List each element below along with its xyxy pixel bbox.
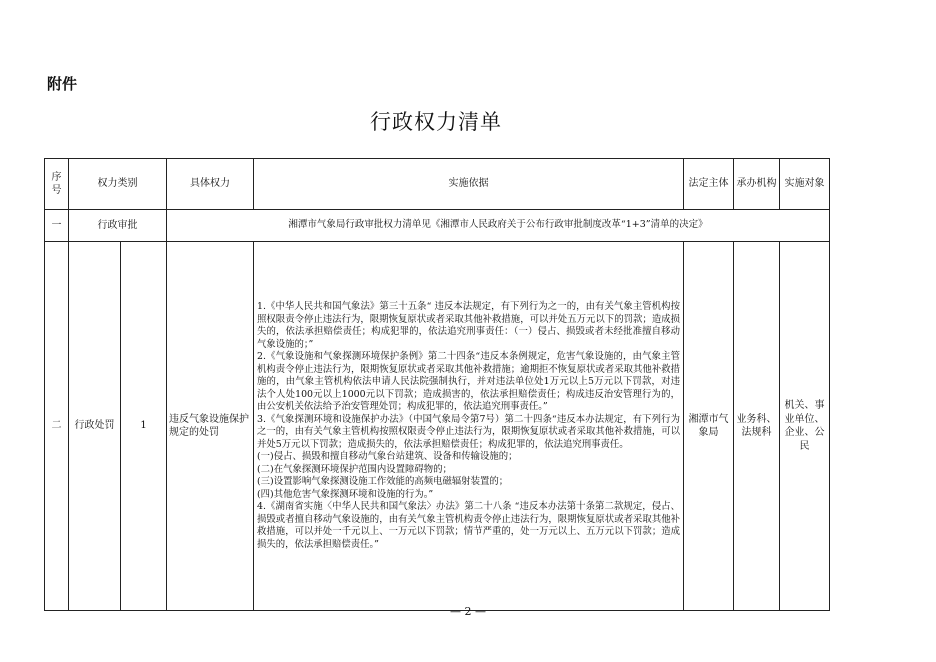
row2-subject: 湘潭市气象局: [684, 242, 734, 611]
row2-seq: 二: [45, 242, 69, 611]
header-category: 权力类别: [69, 159, 167, 210]
basis-paragraph: 2.《气象设施和气象探测环境保护条例》第二十四条“违反本条例规定，危害气象设施的，由气象主管机构责令停止违法行为，限期恢复原状或者采取其他补救措施；逾期拒不恢复原状或者采取其他补救措施的，由气象主管机构依法申请人民法院强制执行，并对违法单位处1万元以上5万元以下罚款，对违法个人处100元以上1000元以下罚款；造成损害的，依法承担赔偿责任；构成违反治安管理行为的，由公安机关依法给予治安管理处罚；构成犯罪的，依法追究刑事责任。”: [257, 351, 680, 412]
header-basis: 实施依据: [254, 159, 684, 210]
row2-basis: [254, 242, 684, 611]
power-list-table: [44, 158, 830, 611]
attachment-label: 附件: [47, 75, 78, 93]
page-number: — 2 —: [450, 605, 486, 618]
document-title: 行政权力清单: [370, 110, 502, 134]
basis-paragraph: 1.《中华人民共和国气象法》第三十五条“ 违反本法规定，有下列行为之一的，由有关气象主管机构按照权限责令停止违法行为，限期恢复原状或者采取其他补救措施，可以并处五万元以下的罚款；造成损失的，依法承担赔偿责任；构成犯罪的，依法追究刑事责任：（一）侵占、损毁或者未经批准擅自移动气象设施的；”: [257, 301, 680, 350]
header-target: 实施对象: [780, 159, 830, 210]
basis-paragraph: (三)设置影响气象探测设施工作效能的高频电磁辐射装置的；: [257, 476, 509, 487]
row2-agency: 业务科、法规科: [734, 242, 780, 611]
header-row: [45, 159, 830, 210]
row1-note: 湘潭市气象局行政审批权力清单见《湘潭市人民政府关于公布行政审批制度改革“1+3”清单的决定》: [167, 210, 830, 242]
basis-paragraph: 3.《气象探测环境和设施保护办法》（中国气象局令第7号）第二十四条“违反本办法规定，有下列行为之一的，由有关气象主管机构按照权限责令停止违法行为，限期恢复原状或者采取其他补救措施，可以并处5万元以下罚款；造成损失的，依法承担赔偿责任；构成犯罪的，依法追究刑事责任。: [257, 413, 680, 450]
row2-target: 机关、事业单位、企业、公民: [780, 242, 830, 611]
basis-paragraph: (二)在气象探测环境保护范围内设置障碍物的；: [257, 463, 452, 475]
basis-paragraph: 4.《湖南省实施〈中华人民共和国气象法〉办法》第二十八条 “违反本办法第十条第二款规定，侵占、损毁或者擅自移动气象设施的，由有关气象主管机构责令停止违法行为，限期恢复原状或者采取其他补救措施，可以并处一千元以上、一万元以下罚款；情节严重的，处一万元以上、五万元以下罚款；造成损失的，依法承担赔偿责任。”: [257, 501, 680, 550]
row1-seq: 一: [45, 210, 69, 242]
header-subject: 法定主体: [684, 159, 734, 210]
header-seq: 序号: [45, 159, 69, 210]
row1-category: 行政审批: [69, 210, 167, 242]
header-agency: 承办机构: [734, 159, 780, 210]
row2-item-number: 1: [121, 242, 167, 611]
header-power: 具体权力: [167, 159, 254, 210]
row2-power: 违反气象设施保护规定的处罚: [167, 242, 254, 611]
basis-paragraph: (一)侵占、损毁和擅自移动气象台站建筑、设备和传输设施的；: [257, 451, 518, 462]
row2-category: 行政处罚: [69, 242, 121, 611]
table-row: [45, 242, 830, 611]
basis-paragraph: (四)其他危害气象探测环境和设施的行为。”: [257, 488, 434, 500]
table-row: [45, 210, 830, 242]
